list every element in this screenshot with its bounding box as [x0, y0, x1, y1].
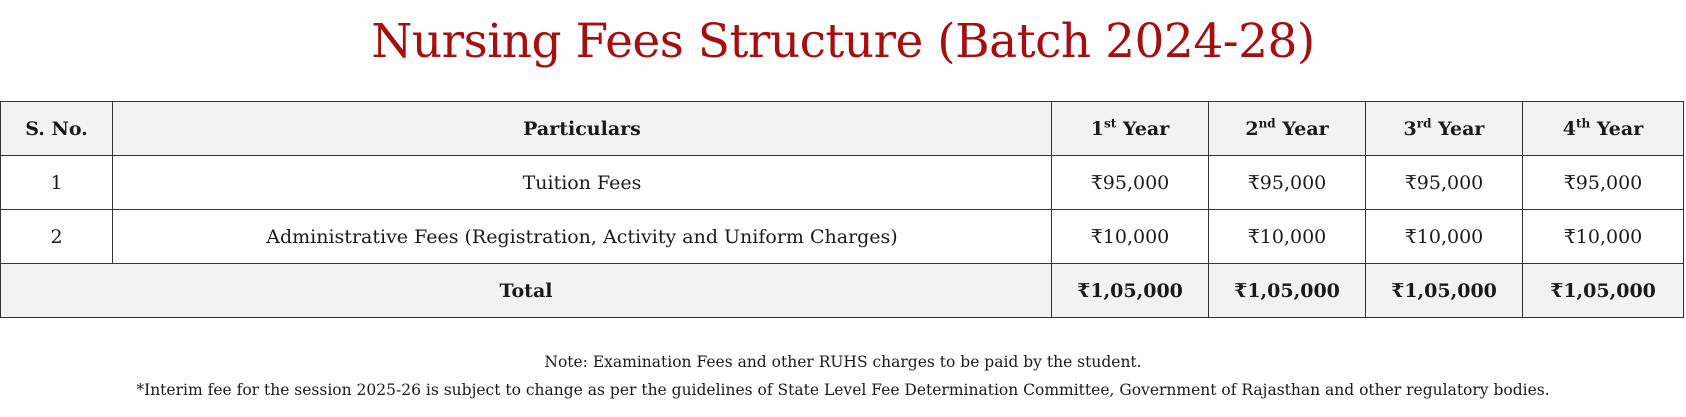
- header-year-1: 1st Year: [1052, 102, 1209, 156]
- row-particulars: Tuition Fees: [113, 156, 1052, 210]
- total-fee-year-3: ₹1,05,000: [1366, 264, 1523, 318]
- row-fee-year-2: ₹95,000: [1209, 156, 1366, 210]
- notes: [0, 348, 1686, 404]
- header-particulars: Particulars: [113, 102, 1052, 156]
- row-sno: 1: [1, 156, 113, 210]
- header-year-3: 3rd Year: [1366, 102, 1523, 156]
- total-fee-year-1: ₹1,05,000: [1052, 264, 1209, 318]
- row-fee-year-2: ₹10,000: [1209, 210, 1366, 264]
- table-row: [1, 210, 1684, 264]
- row-fee-year-4: ₹95,000: [1523, 156, 1684, 210]
- total-fee-year-2: ₹1,05,000: [1209, 264, 1366, 318]
- row-fee-year-1: ₹95,000: [1052, 156, 1209, 210]
- page-title: Nursing Fees Structure (Batch 2024-28): [371, 14, 1315, 69]
- note-text: Note: Examination Fees and other RUHS charges to be paid by the student.: [544, 353, 1142, 371]
- interim-note-text: *Interim fee for the session 2025-26 is subject to change as per the guidelines of State Level Fee Determination Committee, Government of Rajasthan and other regulatory bodies.: [136, 381, 1550, 399]
- row-particulars: Administrative Fees (Registration, Activity and Uniform Charges): [113, 210, 1052, 264]
- row-fee-year-1: ₹10,000: [1052, 210, 1209, 264]
- table-row: [1, 156, 1684, 210]
- table-header-row: [1, 102, 1684, 156]
- total-row: [1, 264, 1684, 318]
- total-fee-year-4: ₹1,05,000: [1523, 264, 1684, 318]
- header-year-4: 4th Year: [1523, 102, 1684, 156]
- fees-table: [0, 101, 1684, 318]
- row-sno: 2: [1, 210, 113, 264]
- header-year-2: 2nd Year: [1209, 102, 1366, 156]
- header-sno: S. No.: [1, 102, 113, 156]
- row-fee-year-3: ₹95,000: [1366, 156, 1523, 210]
- row-fee-year-3: ₹10,000: [1366, 210, 1523, 264]
- total-label: Total: [1, 264, 1052, 318]
- row-fee-year-4: ₹10,000: [1523, 210, 1684, 264]
